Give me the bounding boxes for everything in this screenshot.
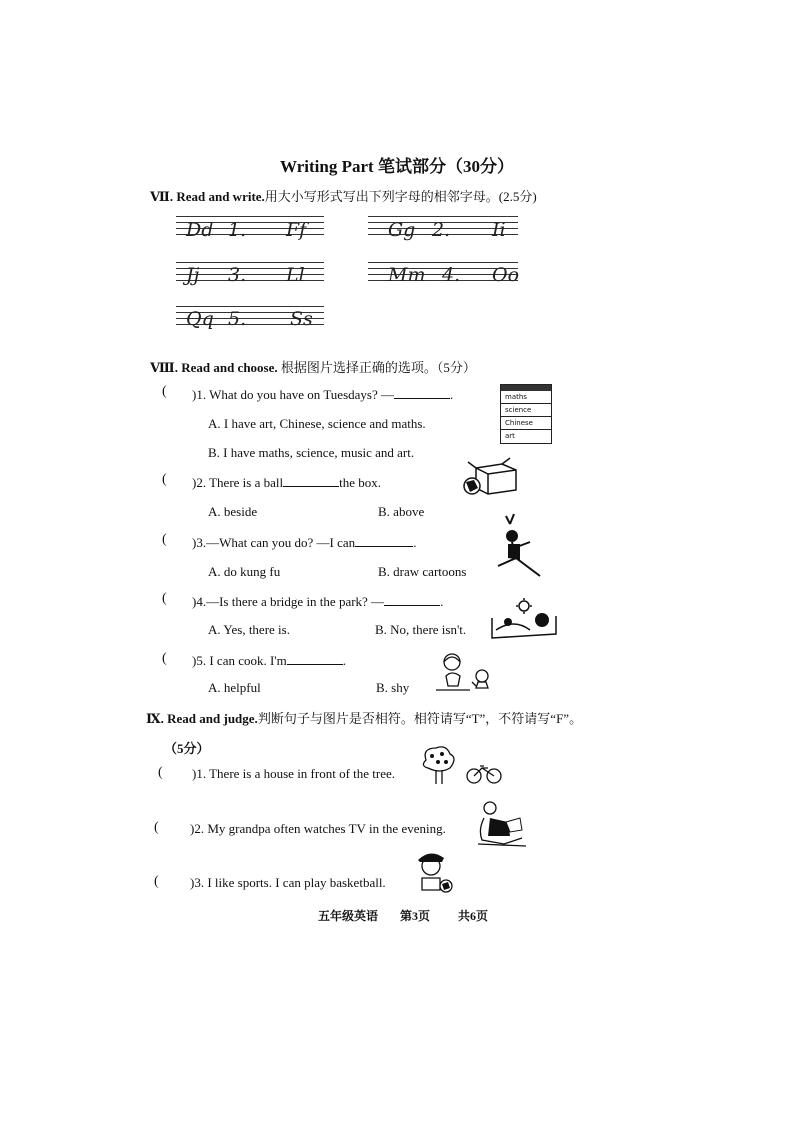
park-picture	[490, 598, 558, 640]
ball-beside-box-picture	[462, 458, 520, 496]
option-8-2-b: B. above	[378, 504, 425, 519]
schedule-science: science	[501, 404, 551, 417]
question-8-1-text: What do you have on Tuesdays? —	[209, 387, 394, 402]
letter-row-5-num: 5.	[228, 308, 247, 330]
question-8-3: )3.—What can you do? —I can .	[192, 535, 417, 550]
letter-row-2-num: 2.	[432, 219, 451, 241]
option-8-1-a: A. I have art, Chinese, science and maths.	[208, 416, 426, 431]
question-8-1: )1. What do you have on Tuesdays? — .	[192, 387, 454, 402]
letter-row-4-last: Oo	[492, 264, 520, 286]
section-9-score: （5分）	[164, 741, 210, 756]
letter-row-4-first: Mm	[388, 264, 426, 286]
kung-fu-picture	[490, 514, 546, 580]
footer-subject: 五年级英语	[318, 909, 379, 923]
letter-row-3-first: Jj	[186, 264, 200, 286]
option-8-4-a: A. Yes, there is.	[208, 622, 290, 637]
cooking-picture	[436, 652, 496, 694]
question-9-2	[190, 821, 446, 837]
question-9-2-text: My grandpa often watches TV in the evening.	[207, 821, 446, 836]
grandpa-reading-picture	[474, 800, 530, 850]
section-9-instruction: 判断句子与图片是否相符。相符请写“T”，不符请写“F”。	[257, 711, 583, 726]
answer-paren-9-2[interactable]: (	[154, 820, 159, 835]
letter-row-5-first: Qq	[186, 308, 214, 330]
option-8-5-a: A. helpful	[208, 680, 261, 695]
question-9-3	[190, 875, 386, 891]
question-8-4: )4.—Is there a bridge in the park? — .	[192, 594, 444, 609]
page-title: Writing Part 笔试部分（30分）	[280, 157, 514, 176]
section-7-instruction: 用大小写形式写出下列字母的相邻字母。(2.5分)	[264, 189, 537, 204]
schedule-art: art	[505, 432, 515, 440]
question-8-5: )5. I can cook. I'm .	[192, 653, 347, 668]
option-8-2-a: A. beside	[208, 504, 258, 519]
blank-8-3[interactable]	[355, 534, 413, 547]
blank-8-1[interactable]	[394, 386, 450, 399]
option-8-3-b: B. draw cartoons	[378, 564, 467, 579]
schedule-card-picture	[500, 384, 552, 444]
option-8-4-b: B. No, there isn't.	[375, 622, 467, 637]
question-8-5-num: )5.	[192, 653, 207, 668]
footer-page: 第3页	[400, 909, 431, 923]
letter-row-1-last: Ff	[286, 219, 307, 241]
question-8-3-text: —What can you do? —I can	[206, 535, 356, 550]
footer-total: 共6页	[458, 909, 489, 923]
question-8-2-pre: There is a ball	[209, 475, 284, 490]
section-8-label: Read and choose.	[181, 360, 278, 375]
answer-paren-9-3[interactable]: (	[154, 874, 159, 889]
section-9-number: Ⅸ.	[146, 711, 164, 726]
answer-paren-8-2[interactable]: (	[162, 472, 167, 487]
question-8-2-post: the box.	[339, 475, 381, 490]
letter-row-5-last: Ss	[290, 308, 313, 330]
question-9-3-num: )3.	[190, 875, 205, 890]
section-8-number: Ⅷ.	[150, 360, 178, 375]
section-7-label: Read and write.	[176, 189, 265, 204]
blank-8-5[interactable]	[287, 652, 343, 665]
schedule-maths: maths	[501, 391, 551, 404]
section-8-heading	[150, 357, 476, 376]
letter-row-4-num: 4.	[442, 264, 461, 286]
letter-row-1-num: 1.	[228, 219, 247, 241]
schedule-chinese: Chinese	[501, 417, 551, 430]
section-7-number: Ⅶ.	[150, 189, 174, 204]
question-9-3-text: I like sports. I can play basketball.	[207, 875, 386, 890]
question-8-2	[192, 474, 381, 491]
blank-8-2[interactable]	[283, 474, 339, 487]
letter-row-1-first: Dd	[186, 219, 214, 241]
option-8-5-b: B. shy	[376, 680, 410, 695]
option-8-1-b: B. I have maths, science, music and art.	[208, 445, 415, 460]
question-8-3-num: )3.	[192, 535, 207, 550]
question-9-1	[192, 766, 395, 782]
question-9-2-num: )2.	[190, 821, 205, 836]
answer-paren-8-4[interactable]: (	[162, 591, 167, 606]
question-9-1-text: There is a house in front of the tree.	[209, 766, 396, 781]
question-8-2-num: )2.	[192, 475, 207, 490]
answer-paren-8-5[interactable]: (	[162, 651, 167, 666]
question-8-5-text: I can cook. I'm	[209, 653, 287, 668]
section-8-instruction: 根据图片选择正确的选项。（5分）	[280, 360, 476, 375]
section-9-heading	[146, 708, 582, 727]
option-8-3-a: A. do kung fu	[208, 564, 281, 579]
letter-row-3-last: Ll	[286, 264, 305, 286]
tree-and-bicycle-picture	[418, 744, 502, 788]
answer-paren-8-3[interactable]: (	[162, 532, 167, 547]
question-8-4-text: —Is there a bridge in the park? —	[206, 594, 385, 609]
section-9-label: Read and judge.	[167, 711, 258, 726]
answer-paren-8-1[interactable]: (	[162, 384, 167, 399]
letter-row-2-last: Ii	[492, 219, 506, 241]
blank-8-4[interactable]	[384, 593, 440, 606]
letter-row-3-num: 3.	[228, 264, 247, 286]
answer-paren-9-1[interactable]: (	[158, 765, 163, 780]
question-8-1-num: )1.	[192, 387, 207, 402]
question-8-4-num: )4.	[192, 594, 207, 609]
question-9-1-num: )1.	[192, 766, 207, 781]
letter-row-2-first: Gg	[388, 219, 416, 241]
section-7-heading	[150, 186, 537, 205]
boy-with-ball-picture	[412, 850, 456, 896]
